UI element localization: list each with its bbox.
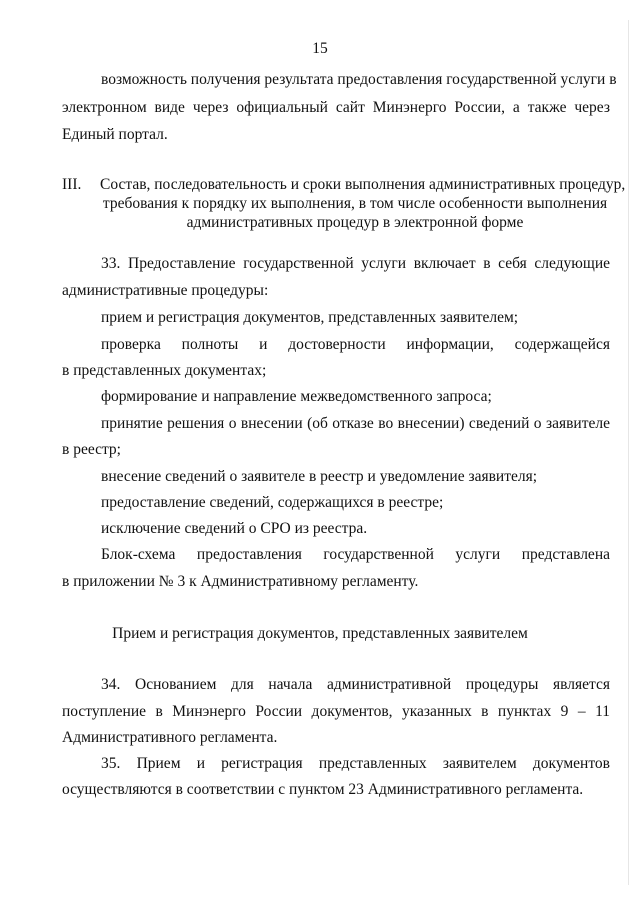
list-item-cont: в реестр; [62, 441, 121, 458]
list-item: принятие решения о внесении (об отказе во внесении) сведений о заявителе [101, 415, 610, 432]
section-numeral: III. [62, 176, 82, 193]
paragraph-line: Единый портал. [62, 126, 168, 143]
section-heading-line: требования к порядку их выполнения, в том числе особенности выполнения [102, 195, 608, 212]
subheading: Прием и регистрация документов, представленных заявителем [112, 625, 528, 642]
list-item: исключение сведений о СРО из реестра. [101, 520, 368, 537]
paragraph-33-line: 33. Предоставление государственной услуги включает в себя следующие [101, 255, 610, 272]
list-item: прием и регистрация документов, представленных заявителем; [101, 309, 519, 326]
section-heading [100, 175, 626, 232]
list-item: проверка полноты и достоверности информации, содержащейся [101, 336, 610, 353]
paragraph-34-line: поступление в Минэнерго России документов, указанных в пунктах 9 – 11 [62, 703, 610, 720]
list-item: предоставление сведений, содержащихся в реестре; [101, 494, 444, 511]
paragraph-35-line: 35. Прием и регистрация представленных заявителем документов [101, 755, 610, 772]
block-scheme-line: в приложении № 3 к Административному регламенту. [62, 573, 419, 590]
section-heading-line: административных процедур в электронной форме [186, 214, 524, 231]
list-item-cont: в представленных документах; [62, 362, 267, 379]
block-scheme-line: Блок-схема предоставления государственной услуги представлена [101, 546, 610, 563]
paragraph-line: электронном виде через официальный сайт Минэнерго России, а также через [62, 99, 610, 116]
list-item: внесение сведений о заявителе в реестр и уведомление заявителя; [101, 468, 538, 485]
scan-edge-line [628, 20, 629, 885]
paragraph-33-line: административные процедуры: [62, 282, 269, 299]
paragraph-34-line: Административного регламента. [62, 729, 278, 746]
paragraph-35-line: осуществляются в соответствии с пунктом 23 Административного регламента. [62, 781, 584, 798]
page-number: 15 [312, 40, 328, 57]
paragraph-line: возможность получения результата предоставления государственной услуги в [101, 71, 617, 88]
section-heading-line: Состав, последовательность и сроки выполнения административных процедур, [100, 176, 626, 193]
paragraph-34-line: 34. Основанием для начала административной процедуры является [101, 676, 610, 693]
list-item: формирование и направление межведомственного запроса; [101, 388, 492, 405]
